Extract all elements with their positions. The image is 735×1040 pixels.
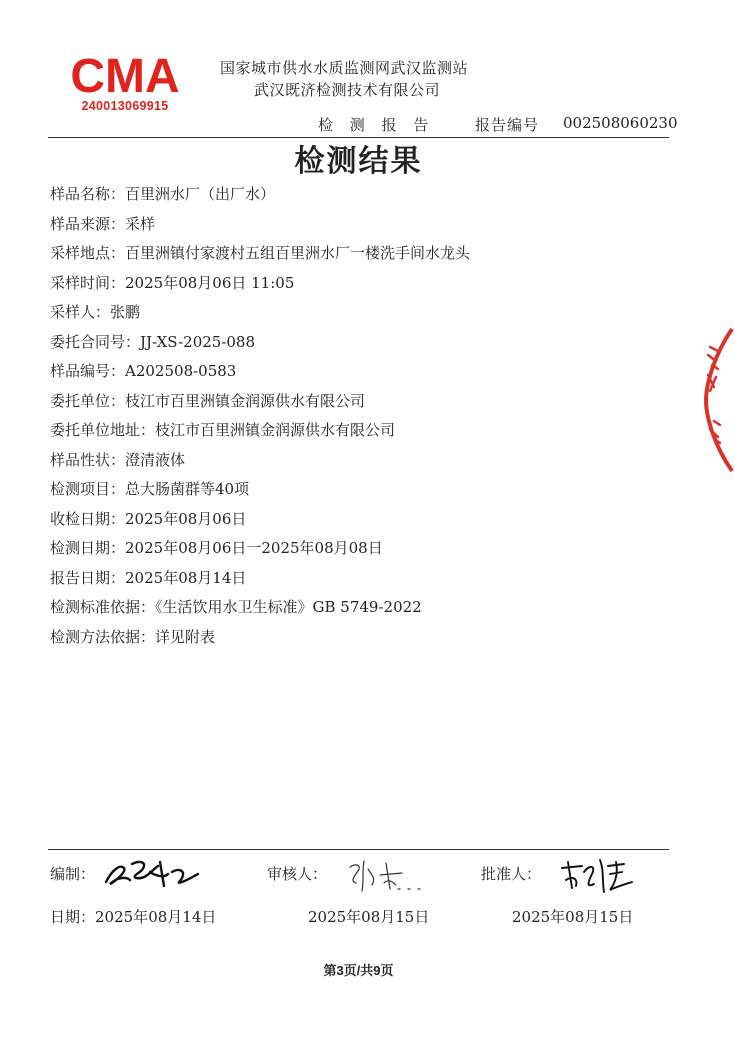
field-client-address xyxy=(50,416,470,446)
field-value: 2025年08月14日 xyxy=(125,568,247,587)
cma-number: 240013069915 xyxy=(81,99,169,113)
field-test-items xyxy=(50,475,470,505)
field-value: 澄清液体 xyxy=(125,450,186,469)
field-value: 2025年08月06日一2025年08月08日 xyxy=(125,539,383,557)
report-type: 检 测 报 告 xyxy=(318,116,435,134)
field-value: 枝江市百里洲镇金润源供水有限公司 xyxy=(125,391,366,410)
field-label: 委托单位： xyxy=(50,391,126,410)
compiled-date-row xyxy=(50,906,216,927)
field-value: 枝江市百里洲镇金润源供水有限公司 xyxy=(155,421,396,439)
field-value: 《生活饮用水卫生标准》GB 5749-2022 xyxy=(155,598,422,616)
sample-info-list xyxy=(50,180,470,652)
field-sampling-time xyxy=(50,269,470,299)
reviewed-by-label: 审核人： xyxy=(267,865,328,883)
field-value: 2025年08月06日 xyxy=(125,509,247,528)
field-standard xyxy=(50,593,470,623)
field-test-date xyxy=(50,534,470,564)
signature-divider xyxy=(48,849,669,850)
field-label: 样品来源： xyxy=(50,214,126,233)
compiler-signature xyxy=(102,852,202,894)
field-label: 样品性状： xyxy=(50,450,126,469)
field-value: 采样 xyxy=(125,214,156,233)
field-report-date xyxy=(50,564,470,594)
field-label: 样品编号： xyxy=(50,362,126,380)
approved-date: 2025年08月15日 xyxy=(512,908,634,926)
field-label: 委托合同号： xyxy=(50,332,141,351)
field-label: 采样时间： xyxy=(50,273,126,292)
field-value: 总大肠菌群等40项 xyxy=(125,480,250,498)
compiled-by-label: 编制： xyxy=(50,865,96,883)
page-number: 第3页/共9页 xyxy=(323,963,394,978)
field-label: 采样地点： xyxy=(50,244,126,262)
field-received-date xyxy=(50,505,470,535)
field-value: 详见附表 xyxy=(155,627,216,646)
field-sample-state xyxy=(50,446,470,476)
report-number: 002508060230 xyxy=(563,114,678,132)
field-sample-no xyxy=(50,357,470,387)
date-label: 日期： xyxy=(50,908,96,926)
approved-by-label: 批准人： xyxy=(481,865,542,883)
seal-stamp xyxy=(696,325,735,475)
field-label: 收检日期： xyxy=(50,509,126,528)
org-name-line2: 武汉既济检测技术有限公司 xyxy=(254,81,441,99)
field-sampling-location xyxy=(50,239,470,269)
field-label: 检测日期： xyxy=(50,539,126,557)
page-title: 检测结果 xyxy=(294,144,423,179)
field-value: JJ-XS-2025-088 xyxy=(140,332,256,351)
field-sample-source xyxy=(50,210,470,240)
field-label: 检测方法依据： xyxy=(50,627,156,646)
field-value: 张鹏 xyxy=(110,303,141,321)
field-value: 2025年08月06日 11:05 xyxy=(125,273,295,292)
field-label: 检测标准依据： xyxy=(50,598,156,616)
field-method xyxy=(50,623,470,653)
field-client xyxy=(50,387,470,417)
org-name-line1: 国家城市供水水质监测网武汉监测站 xyxy=(220,59,469,77)
field-contract-no xyxy=(50,328,470,358)
compiled-date: 2025年08月14日 xyxy=(95,908,217,926)
reviewed-date: 2025年08月15日 xyxy=(308,908,430,926)
field-label: 委托单位地址： xyxy=(50,421,156,439)
field-label: 检测项目： xyxy=(50,480,126,498)
field-value: 百里洲镇付家渡村五组百里洲水厂一楼洗手间水龙头 xyxy=(125,244,471,262)
field-label: 采样人： xyxy=(50,303,111,321)
approver-signature xyxy=(560,852,638,896)
field-value: 百里洲水厂（出厂水） xyxy=(125,185,276,203)
field-sample-name xyxy=(50,180,470,210)
field-value: A202508-0583 xyxy=(125,362,237,380)
report-number-label: 报告编号 xyxy=(475,116,540,134)
reviewer-signature xyxy=(342,853,434,895)
field-label: 报告日期： xyxy=(50,568,126,587)
cma-logo-text: CMA xyxy=(70,50,180,103)
field-sampler xyxy=(50,298,470,328)
field-label: 样品名称： xyxy=(50,185,126,203)
